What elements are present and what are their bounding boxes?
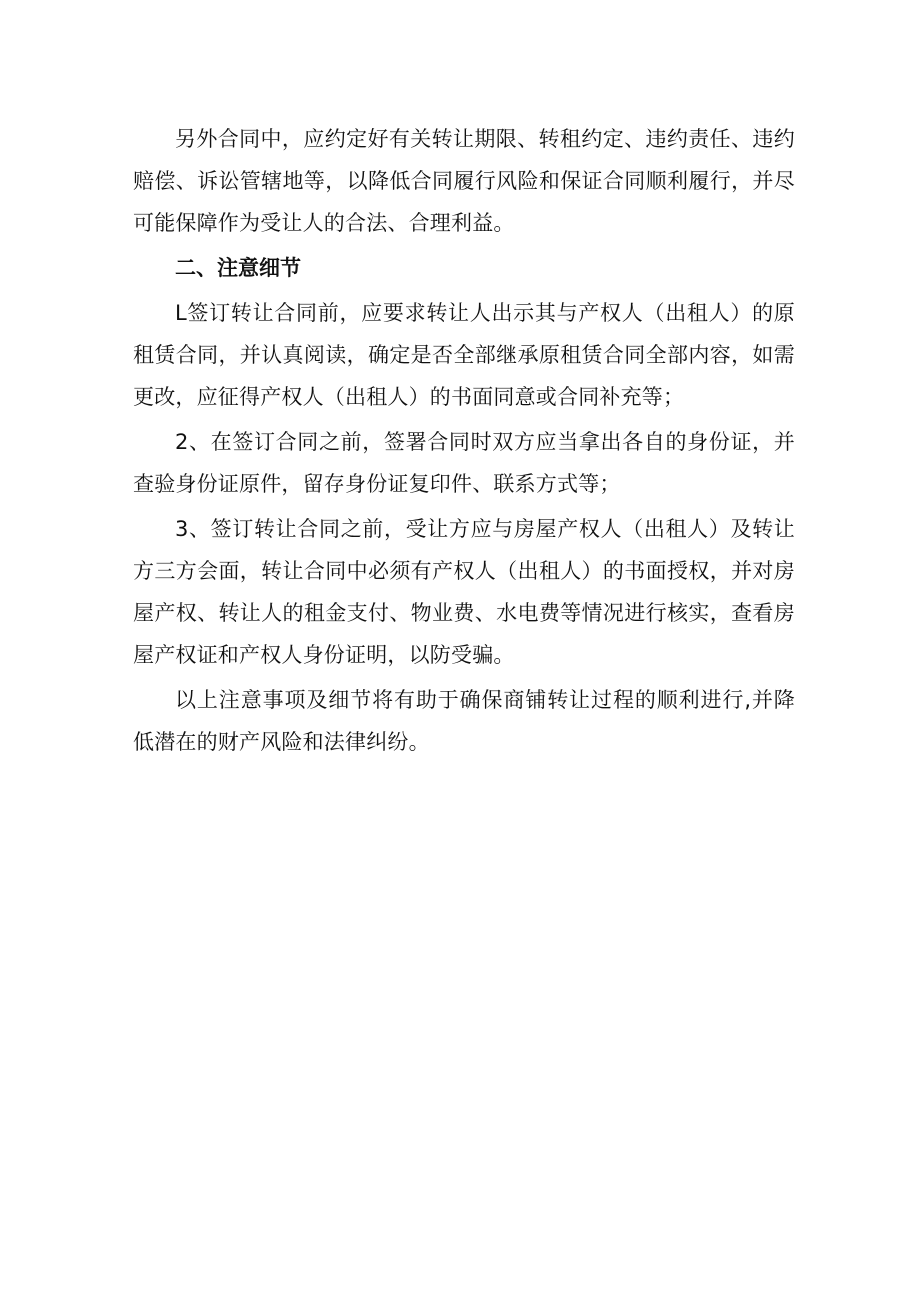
section-heading: 二、注意细节	[175, 256, 301, 280]
paragraph-contract-terms: 另外合同中，应约定好有关转让期限、转租约定、违约责任、违约赔偿、诉讼管辖地等，以降低合同履行风险和保证合同顺利履行，并尽可能保障作为受让人的合法、合理利益。	[133, 127, 795, 235]
detail-item-2: 2、在签订合同之前，签署合同时双方应当拿出各自的身份证，并查验身份证原件，留存身份证复印件、联系方式等；	[133, 430, 795, 496]
detail-item-1: L签订转让合同前，应要求转让人出示其与产权人（出租人）的原租赁合同，并认真阅读，确定是否全部继承原租赁合同全部内容，如需更改，应征得产权人（出租人）的书面同意或合同补充等；	[133, 301, 795, 409]
document-body	[133, 118, 795, 763]
paragraph-conclusion: 以上注意事项及细节将有助于确保商铺转让过程的顺利进行,并降低潜在的财产风险和法律纠纷。	[133, 688, 795, 754]
detail-item-3: 3、签订转让合同之前，受让方应与房屋产权人（出租人）及转让方三方会面，转让合同中必须有产权人（出租人）的书面授权，并对房屋产权、转让人的租金支付、物业费、水电费等情况进行核实，查看房屋产权证和产权人身份证明，以防受骗。	[133, 517, 795, 667]
